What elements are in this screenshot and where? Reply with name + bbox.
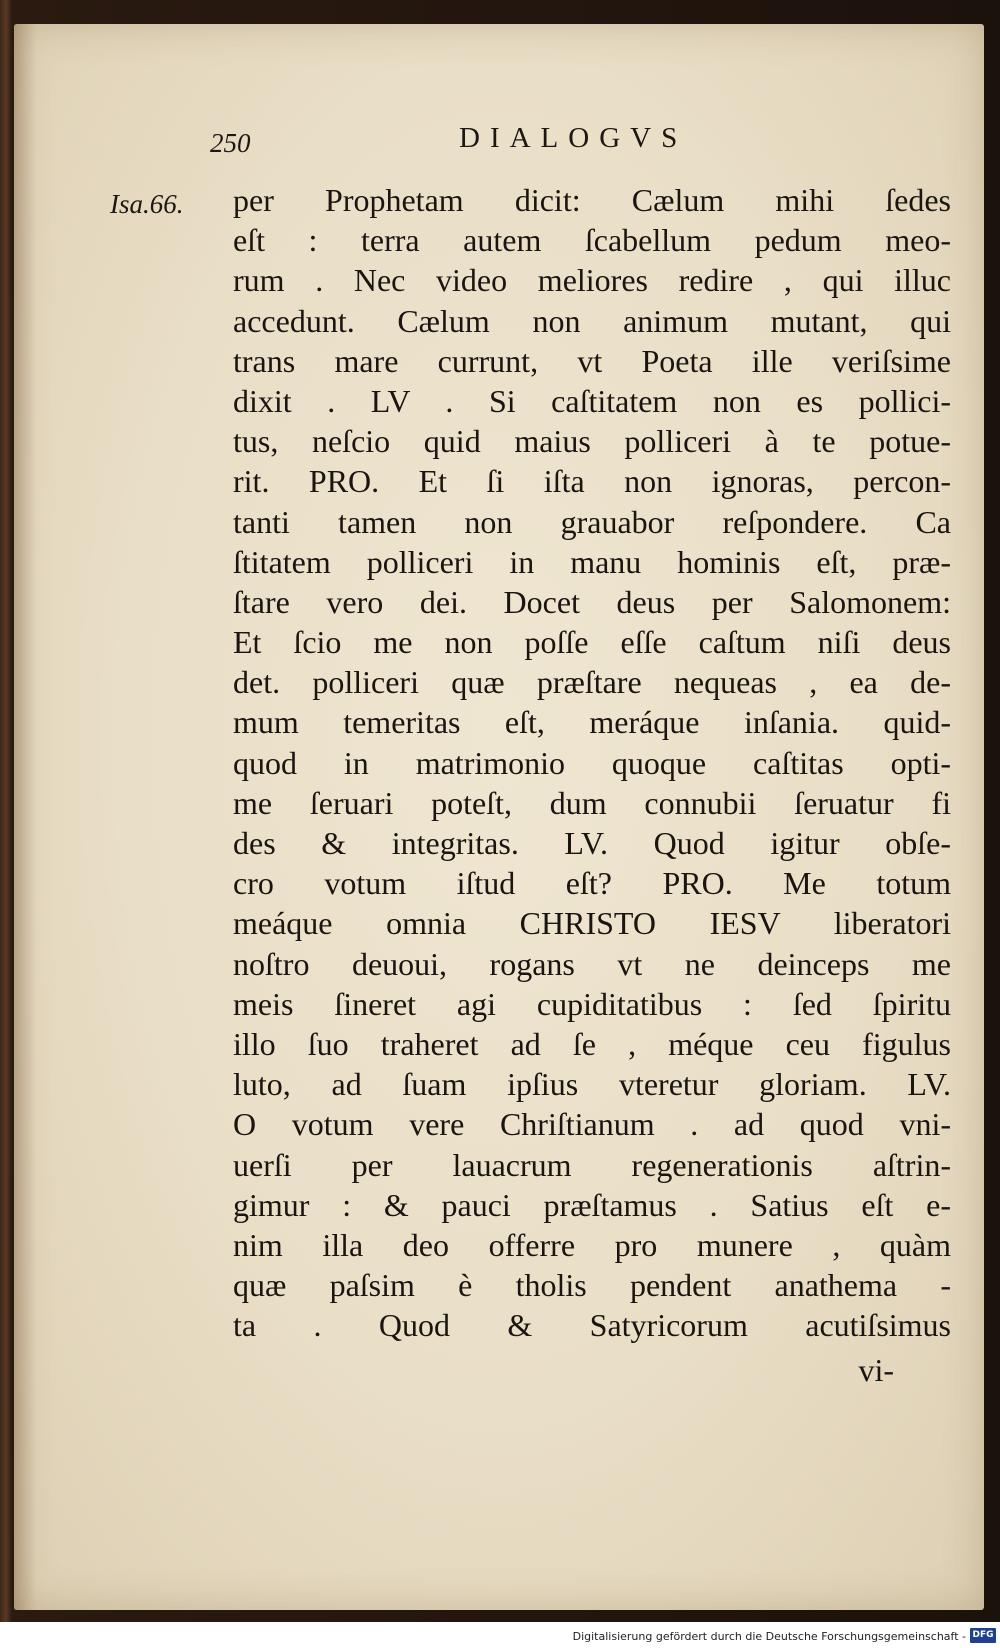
text-line: tus, neſcio quid maius polliceri à te potue- <box>233 423 951 460</box>
text-line: trans mare currunt, vt Poeta ille veriſsime <box>233 342 951 379</box>
text-line: Et ſcio me non poſſe eſſe caſtum niſi deus <box>233 624 951 661</box>
text-line: mum temeritas eſt, meráque inſania. quid- <box>233 704 951 741</box>
text-line: per Prophetam dicit: Cælum mihi ſedes <box>233 182 951 218</box>
text-line: quod in matrimonio quoque caſtitas opti- <box>233 744 951 781</box>
page-header <box>14 120 984 164</box>
catchword: vi- <box>858 1352 894 1388</box>
text-line: illo ſuo traheret ad ſe , méque ceu figulus <box>233 1025 951 1062</box>
text-line: eſt : terra autem ſcabellum pedum meo- <box>233 222 951 259</box>
page-spine-shadow <box>14 24 36 1610</box>
text-line: ſtare vero dei. Docet deus per Salomonem: <box>233 583 951 620</box>
page-number: 250 <box>210 128 251 158</box>
text-line: meis ſineret agi cupiditatibus : ſed ſpiritu <box>233 985 951 1022</box>
text-line: luto, ad ſuam ipſius vteretur gloriam. LV. <box>233 1066 951 1103</box>
text-line: nim illa deo offerre pro munere , quàm <box>233 1226 951 1263</box>
text-line: rum . Nec video meliores redire , qui illuc <box>233 262 951 299</box>
dfg-logo-icon: DFG <box>970 1628 996 1643</box>
text-line: me ſeruari poteſt, dum connubii ſeruatur fi <box>233 784 951 821</box>
text-line: noſtro deuoui, rogans vt ne deinceps me <box>233 945 951 982</box>
text-line: accedunt. Cælum non animum mutant, qui <box>233 302 951 339</box>
digitization-footer <box>0 1622 1000 1648</box>
text-line: meáque omnia CHRISTO IESV liberatori <box>233 905 951 942</box>
text-line: ſtitatem polliceri in manu hominis eſt, præ- <box>233 543 951 580</box>
text-line: det. polliceri quæ præſtare nequeas , ea de- <box>233 664 951 701</box>
text-line: des & integritas. LV. Quod igitur obſe- <box>233 825 951 861</box>
body-text <box>233 180 951 1345</box>
text-line: O votum vere Chriſtianum . ad quod vni- <box>233 1106 951 1143</box>
marginal-note: Isa.66. <box>110 189 184 219</box>
text-line: cro votum iſtud eſt? PRO. Me totum <box>233 865 951 902</box>
text-line: tanti tamen non grauabor reſpondere. Ca <box>233 503 951 540</box>
running-title: DIALOGVS <box>459 122 688 154</box>
text-line: quæ paſsim è tholis pendent anathema - <box>233 1267 951 1304</box>
text-line: rit. PRO. Et ſi iſta non ignoras, percon- <box>233 463 951 500</box>
text-line: ta . Quod & Satyricorum acutiſsimus <box>233 1307 951 1344</box>
text-line: gimur : & pauci præſtamus . Satius eſt e- <box>233 1186 951 1223</box>
footer-credit-text: Digitalisierung gefördert durch die Deutsche Forschungsgemeinschaft - <box>572 1630 966 1643</box>
text-line: uerſi per lauacrum regenerationis aſtrin- <box>233 1146 951 1183</box>
text-line: dixit . LV . Si caſtitatem non es pollici- <box>233 382 951 419</box>
book-page <box>14 24 984 1610</box>
